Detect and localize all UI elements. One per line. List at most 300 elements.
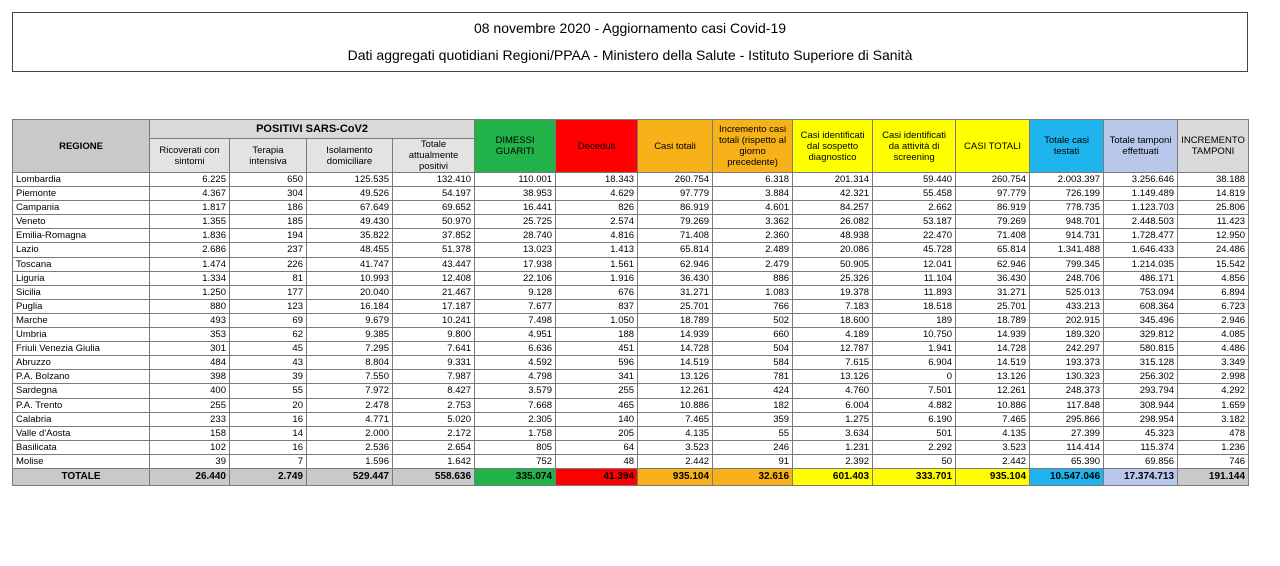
table-cell: 1.474 [150,257,230,271]
table-cell: 8.427 [393,384,475,398]
table-cell: 12.408 [393,271,475,285]
table-cell: 25.701 [956,299,1030,313]
region-cell: Molise [13,454,150,468]
table-cell: 248.373 [1030,384,1104,398]
table-cell: 1.916 [556,271,638,285]
table-cell: 10.886 [956,398,1030,412]
table-cell: 14 [230,426,307,440]
table-cell: 341 [556,370,638,384]
table-cell: 12.041 [873,257,956,271]
table-cell: 22.106 [475,271,556,285]
table-cell: 79.269 [638,215,713,229]
table-cell: 424 [713,384,793,398]
table-cell: 65.814 [956,243,1030,257]
table-cell: 5.020 [393,412,475,426]
table-row [13,299,1249,313]
table-row [13,201,1249,215]
table-cell: 298.954 [1104,412,1178,426]
table-cell: 10.241 [393,313,475,327]
region-cell: Valle d'Aosta [13,426,150,440]
table-cell: 315.128 [1104,356,1178,370]
table-cell: 26.440 [150,468,230,485]
table-cell: 36.430 [956,271,1030,285]
table-cell: 17.374.713 [1104,468,1178,485]
col-header-screening: Casi identificati da attività di screening [873,120,956,173]
table-cell: 130.323 [1030,370,1104,384]
table-cell: 1.659 [1178,398,1249,412]
table-cell: 65.814 [638,243,713,257]
table-cell: 53.187 [873,215,956,229]
table-cell: 752 [475,454,556,468]
table-cell: 1.275 [793,412,873,426]
table-cell: 2.749 [230,468,307,485]
table-row [13,285,1249,299]
table-cell: 20.040 [307,285,393,299]
table-cell: 726.199 [1030,187,1104,201]
table-cell: 7.465 [956,412,1030,426]
table-cell: 2.946 [1178,313,1249,327]
table-cell: 188 [556,328,638,342]
table-cell: 255 [150,398,230,412]
table-row [13,173,1249,187]
table-cell: 41.747 [307,257,393,271]
table-cell: 7.550 [307,370,393,384]
table-cell: 84.257 [793,201,873,215]
col-header-dimessi: DIMESSI GUARITI [475,120,556,173]
table-cell: 501 [873,426,956,440]
region-cell: Puglia [13,299,150,313]
table-cell: 18.789 [638,313,713,327]
table-cell: 38.953 [475,187,556,201]
table-cell: 7.295 [307,342,393,356]
table-cell: 97.779 [638,187,713,201]
table-row [13,426,1249,440]
table-cell: 32.616 [713,468,793,485]
region-cell: Marche [13,313,150,327]
table-cell: 102 [150,440,230,454]
table-cell: 185 [230,215,307,229]
table-cell: 13.126 [638,370,713,384]
report-subtitle: Dati aggregati quotidiani Regioni/PPAA - Ministero della Salute - Istituto Superiore di Sanità [347,47,913,63]
table-cell: 256.302 [1104,370,1178,384]
table-cell: 1.642 [393,454,475,468]
table-cell: 65.390 [1030,454,1104,468]
table-cell: 140 [556,412,638,426]
col-header-isolamento: Isolamento domiciliare [307,139,393,173]
table-cell: 38.188 [1178,173,1249,187]
table-cell: 49.526 [307,187,393,201]
table-cell: 2.442 [956,454,1030,468]
table-cell: 4.798 [475,370,556,384]
table-cell: 1.728.477 [1104,229,1178,243]
table-cell: 486.171 [1104,271,1178,285]
table-cell: 31.271 [638,285,713,299]
table-cell: 69 [230,313,307,327]
table-cell: 226 [230,257,307,271]
table-cell: 48.455 [307,243,393,257]
table-cell: 7.987 [393,370,475,384]
table-cell: 2.448.503 [1104,215,1178,229]
table-cell: 0 [873,370,956,384]
table-cell: 10.993 [307,271,393,285]
table-cell: 2.172 [393,426,475,440]
table-cell: 50.905 [793,257,873,271]
table-cell: 7.498 [475,313,556,327]
table-row [13,454,1249,468]
table-cell: 1.817 [150,201,230,215]
region-cell: Umbria [13,328,150,342]
table-row [13,215,1249,229]
region-cell: Abruzzo [13,356,150,370]
table-cell: 2.654 [393,440,475,454]
table-cell: 1.941 [873,342,956,356]
table-cell: 335.074 [475,468,556,485]
table-cell: 193.373 [1030,356,1104,370]
table-row [13,229,1249,243]
table-cell: 41.394 [556,468,638,485]
table-cell: 10.547.046 [1030,468,1104,485]
table-cell: 50 [873,454,956,468]
table-cell: 242.297 [1030,342,1104,356]
col-header-deceduti: Deceduti [556,120,638,173]
table-cell: 18.343 [556,173,638,187]
region-cell: Piemonte [13,187,150,201]
table-cell: 9.679 [307,313,393,327]
table-cell: 4.771 [307,412,393,426]
table-cell: 753.094 [1104,285,1178,299]
report-title-box [12,12,1248,72]
region-cell: TOTALE [13,468,150,485]
table-cell: 237 [230,243,307,257]
table-cell: 7.615 [793,356,873,370]
table-cell: 478 [1178,426,1249,440]
table-cell: 132.410 [393,173,475,187]
table-cell: 25.326 [793,271,873,285]
table-row [13,257,1249,271]
table-cell: 25.806 [1178,201,1249,215]
table-cell: 14.819 [1178,187,1249,201]
table-cell: 9.128 [475,285,556,299]
region-cell: Campania [13,201,150,215]
table-cell: 7.668 [475,398,556,412]
table-cell: 451 [556,342,638,356]
table-cell: 26.082 [793,215,873,229]
table-cell: 59.440 [873,173,956,187]
table-cell: 16.184 [307,299,393,313]
table-cell: 1.231 [793,440,873,454]
table-cell: 22.470 [873,229,956,243]
region-cell: Toscana [13,257,150,271]
table-cell: 2.489 [713,243,793,257]
table-cell: 6.004 [793,398,873,412]
table-cell: 2.442 [638,454,713,468]
region-cell: Emilia-Romagna [13,229,150,243]
table-cell: 55 [713,426,793,440]
table-cell: 2.479 [713,257,793,271]
table-cell: 826 [556,201,638,215]
table-cell: 12.787 [793,342,873,356]
table-cell: 7.465 [638,412,713,426]
table-cell: 1.149.489 [1104,187,1178,201]
table-row [13,328,1249,342]
table-cell: 86.919 [956,201,1030,215]
table-cell: 2.574 [556,215,638,229]
table-cell: 308.944 [1104,398,1178,412]
table-cell: 1.214.035 [1104,257,1178,271]
table-cell: 4.135 [638,426,713,440]
table-row [13,342,1249,356]
table-cell: 4.189 [793,328,873,342]
table-cell: 62.946 [638,257,713,271]
col-header-sospetto-diagnostico: Casi identificati dal sospetto diagnostico [793,120,873,173]
table-cell: 45.323 [1104,426,1178,440]
table-cell: 43 [230,356,307,370]
table-cell: 4.486 [1178,342,1249,356]
table-cell: 1.341.488 [1030,243,1104,257]
table-cell: 502 [713,313,793,327]
table-cell: 186 [230,201,307,215]
table-cell: 50.970 [393,215,475,229]
table-cell: 6.190 [873,412,956,426]
table-cell: 3.523 [956,440,1030,454]
table-cell: 935.104 [956,468,1030,485]
table-cell: 11.423 [1178,215,1249,229]
table-cell: 16 [230,412,307,426]
table-cell: 2.292 [873,440,956,454]
region-cell: Calabria [13,412,150,426]
table-cell: 114.414 [1030,440,1104,454]
table-cell: 20.086 [793,243,873,257]
table-cell: 329.812 [1104,328,1178,342]
table-cell: 205 [556,426,638,440]
table-cell: 3.634 [793,426,873,440]
table-cell: 260.754 [956,173,1030,187]
table-cell: 97.779 [956,187,1030,201]
table-cell: 2.478 [307,398,393,412]
table-cell: 1.596 [307,454,393,468]
table-cell: 69.856 [1104,454,1178,468]
table-cell: 880 [150,299,230,313]
table-cell: 79.269 [956,215,1030,229]
table-cell: 86.919 [638,201,713,215]
col-header-incremento-tamponi: INCREMENTO TAMPONI [1178,120,1249,173]
table-cell: 2.392 [793,454,873,468]
table-cell: 558.636 [393,468,475,485]
table-cell: 1.561 [556,257,638,271]
table-cell: 48 [556,454,638,468]
table-cell: 1.758 [475,426,556,440]
table-cell: 13.023 [475,243,556,257]
covid-data-table [12,119,1249,486]
table-row [13,440,1249,454]
table-cell: 13.126 [793,370,873,384]
table-cell: 246 [713,440,793,454]
table-cell: 69.652 [393,201,475,215]
table-cell: 189 [873,313,956,327]
table-cell: 2.360 [713,229,793,243]
table-cell: 650 [230,173,307,187]
table-cell: 3.362 [713,215,793,229]
report-title: 08 novembre 2020 - Aggiornamento casi Covid-19 [473,20,787,36]
col-header-casi-totali: Casi totali [638,120,713,173]
table-cell: 948.701 [1030,215,1104,229]
table-cell: 2.003.397 [1030,173,1104,187]
table-cell: 345.496 [1104,313,1178,327]
table-cell: 4.951 [475,328,556,342]
table-cell: 67.649 [307,201,393,215]
table-cell: 18.518 [873,299,956,313]
table-row [13,370,1249,384]
table-cell: 2.998 [1178,370,1249,384]
table-cell: 8.804 [307,356,393,370]
table-cell: 676 [556,285,638,299]
table-cell: 9.331 [393,356,475,370]
region-cell: Sardegna [13,384,150,398]
table-cell: 45.728 [873,243,956,257]
table-cell: 6.318 [713,173,793,187]
table-row [13,187,1249,201]
table-cell: 4.367 [150,187,230,201]
table-cell: 39 [150,454,230,468]
table-cell: 3.349 [1178,356,1249,370]
table-cell: 4.629 [556,187,638,201]
table-cell: 1.250 [150,285,230,299]
table-cell: 465 [556,398,638,412]
table-cell: 14.939 [956,328,1030,342]
table-cell: 914.731 [1030,229,1104,243]
table-cell: 7.677 [475,299,556,313]
table-cell: 15.542 [1178,257,1249,271]
table-cell: 304 [230,187,307,201]
table-cell: 2.305 [475,412,556,426]
table-cell: 71.408 [638,229,713,243]
table-cell: 12.261 [638,384,713,398]
table-cell: 16.441 [475,201,556,215]
table-cell: 433.213 [1030,299,1104,313]
table-cell: 4.856 [1178,271,1249,285]
region-cell: Veneto [13,215,150,229]
region-cell: Lazio [13,243,150,257]
table-cell: 608.364 [1104,299,1178,313]
table-cell: 49.430 [307,215,393,229]
table-cell: 19.378 [793,285,873,299]
table-cell: 17.187 [393,299,475,313]
table-cell: 39 [230,370,307,384]
table-cell: 4.882 [873,398,956,412]
table-cell: 14.939 [638,328,713,342]
table-cell: 484 [150,356,230,370]
region-cell: Lombardia [13,173,150,187]
region-cell: Sicilia [13,285,150,299]
table-cell: 189.320 [1030,328,1104,342]
table-cell: 4.085 [1178,328,1249,342]
table-cell: 7.501 [873,384,956,398]
table-cell: 9.800 [393,328,475,342]
table-cell: 359 [713,412,793,426]
table-cell: 529.447 [307,468,393,485]
table-cell: 14.728 [638,342,713,356]
table-cell: 1.355 [150,215,230,229]
col-header-terapia: Terapia intensiva [230,139,307,173]
table-cell: 158 [150,426,230,440]
table-cell: 353 [150,328,230,342]
table-cell: 7.972 [307,384,393,398]
region-header: REGIONE [13,120,150,173]
table-cell: 4.292 [1178,384,1249,398]
table-cell: 55 [230,384,307,398]
table-cell: 31.271 [956,285,1030,299]
table-cell: 400 [150,384,230,398]
table-cell: 194 [230,229,307,243]
table-cell: 12.950 [1178,229,1249,243]
table-cell: 4.816 [556,229,638,243]
table-cell: 201.314 [793,173,873,187]
table-cell: 255 [556,384,638,398]
table-cell: 6.723 [1178,299,1249,313]
col-header-casi-testati: Totale casi testati [1030,120,1104,173]
col-header-ricoverati: Ricoverati con sintomi [150,139,230,173]
table-cell: 1.646.433 [1104,243,1178,257]
table-cell: 4.135 [956,426,1030,440]
table-cell: 3.884 [713,187,793,201]
positivi-group-header: POSITIVI SARS-CoV2 [150,120,475,139]
col-header-totale-positivi: Totale attualmente positivi [393,139,475,173]
region-cell: P.A. Trento [13,398,150,412]
table-cell: 580.815 [1104,342,1178,356]
table-cell: 2.686 [150,243,230,257]
table-cell: 3.256.646 [1104,173,1178,187]
table-cell: 6.904 [873,356,956,370]
table-cell: 1.334 [150,271,230,285]
region-cell: Basilicata [13,440,150,454]
table-cell: 2.662 [873,201,956,215]
region-cell: P.A. Bolzano [13,370,150,384]
table-cell: 21.467 [393,285,475,299]
table-cell: 36.430 [638,271,713,285]
table-cell: 42.321 [793,187,873,201]
table-cell: 24.486 [1178,243,1249,257]
table-cell: 10.750 [873,328,956,342]
table-cell: 48.938 [793,229,873,243]
table-row [13,412,1249,426]
table-cell: 25.725 [475,215,556,229]
table-cell: 596 [556,356,638,370]
table-cell: 493 [150,313,230,327]
table-cell: 3.579 [475,384,556,398]
table-cell: 55.458 [873,187,956,201]
table-cell: 2.753 [393,398,475,412]
table-cell: 16 [230,440,307,454]
table-row [13,356,1249,370]
table-cell: 81 [230,271,307,285]
table-cell: 25.701 [638,299,713,313]
table-cell: 746 [1178,454,1249,468]
table-cell: 14.519 [956,356,1030,370]
table-cell: 202.915 [1030,313,1104,327]
table-cell: 1.236 [1178,440,1249,454]
table-cell: 117.848 [1030,398,1104,412]
table-cell: 28.740 [475,229,556,243]
table-cell: 4.601 [713,201,793,215]
table-cell: 504 [713,342,793,356]
table-cell: 191.144 [1178,468,1249,485]
table-cell: 7 [230,454,307,468]
table-cell: 62.946 [956,257,1030,271]
table-cell: 11.893 [873,285,956,299]
table-cell: 781 [713,370,793,384]
region-cell: Friuli Venezia Giulia [13,342,150,356]
table-cell: 123 [230,299,307,313]
